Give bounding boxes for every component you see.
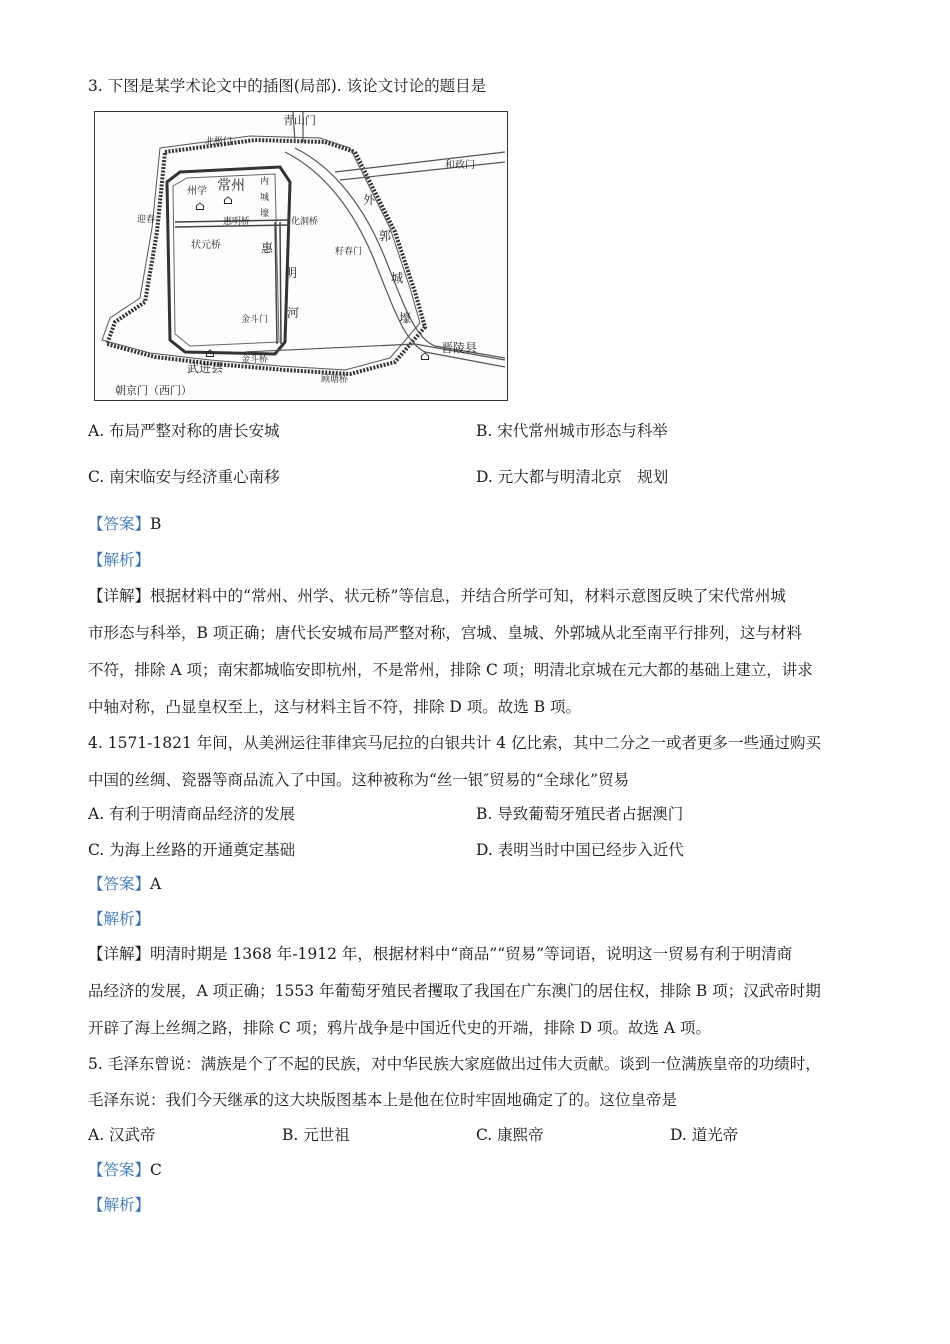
map-label-hao: 壕 — [260, 209, 270, 219]
detail-text: 根据材料中的“常州、州学、状元桥”等信息，并结合所学可知，材料示意图反映了宋代常州城 — [150, 587, 786, 605]
answer-tag: 【答案】 — [88, 515, 151, 533]
map-label-zhouxue: 州学 — [187, 186, 207, 197]
q3-option-c: C. 南宋临安与经济重心南移 — [88, 468, 280, 486]
map-label-changzhou: 常州 — [217, 178, 245, 194]
map-label-heping: 和政门 — [445, 160, 475, 171]
q4-stem-line-1: 中国的丝绸、瓷器等商品流入了中国。这种被称为“丝一银″贸易的“全球化”贸易 — [88, 771, 630, 789]
map-label-chaojing: 朝京门（西门） — [115, 384, 192, 397]
q5-option-a: A. 汉武帝 — [88, 1126, 156, 1144]
svg-text:⌂: ⌂ — [223, 193, 233, 208]
q4-detail-line-1: 品经济的发展，A 项正确；1553 年葡萄牙殖民者攫取了我国在广东澳门的居住权，排除 B 项；汉武帝时期 — [88, 982, 821, 1000]
map-label-wujin: 武进县 — [187, 361, 224, 375]
map-label-gutang: 顾塘桥 — [321, 375, 349, 385]
q4-option-a: A. 有利于明清商品经济的发展 — [88, 805, 296, 823]
map-label-huiming: 惠明桥 — [223, 217, 251, 227]
q3-detail-line-2: 不符，排除 A 项；南宋都城临安即杭州，不是常州，排除 C 项；明清北京城在元大都的基础上建立，讲求 — [88, 661, 813, 679]
q3-option-b: B. 宋代常州城市形态与科举 — [476, 422, 668, 440]
q4-detail-line-2: 开辟了海上丝绸之路，排除 C 项；鸦片战争是中国近代史的开端，排除 D 项。故选 A 项。 — [88, 1019, 712, 1037]
svg-text:⌂: ⌂ — [205, 346, 215, 361]
q4-detail-line-0 — [88, 944, 792, 964]
map-label-zhuangyuan: 状元桥 — [191, 240, 221, 251]
q3-answer — [88, 514, 161, 534]
q5-option-b: B. 元世祖 — [282, 1126, 350, 1144]
q3-option-d: D. 元大都与明清北京 规划 — [476, 468, 669, 486]
answer-tag: 【答案】 — [88, 875, 151, 893]
map-label-ming: 明 — [285, 266, 298, 280]
q5-stem-line-0: 5. 毛泽东曾说：满族是个了不起的民族，对中华民族大家庭做出过伟大贡献。谈到一位满族皇帝的功绩时， — [88, 1055, 821, 1073]
q3-option-a: A. 布局严整对称的唐长安城 — [88, 422, 280, 440]
q5-option-d: D. 道光帝 — [670, 1126, 739, 1144]
q5-stem-line-1: 毛泽东说：我们今天继承的这大块版图基本上是他在位时牢固地确定了的。这位皇帝是 — [88, 1091, 678, 1109]
map-label-yingchun: 迎春 — [137, 215, 156, 225]
answer-letter: A — [150, 875, 162, 893]
q5-option-c: C. 康熙帝 — [476, 1126, 544, 1144]
map-label-jinling: 晋陵县 — [441, 341, 478, 355]
map-label-cheng2: 城 — [391, 271, 404, 285]
q4-answer — [88, 874, 161, 894]
map-label-cheng: 城 — [260, 193, 270, 203]
q5-analysis-tag: 【解析】 — [88, 1196, 151, 1214]
answer-tag: 【答案】 — [88, 1161, 151, 1179]
detail-tag: 【详解】 — [88, 945, 151, 963]
map-label-hui: 惠 — [261, 241, 274, 255]
q4-option-d: D. 表明当时中国已经步入近代 — [476, 841, 684, 859]
map-label-nei: 内 — [260, 177, 270, 187]
map-label-guo: 郭 — [379, 229, 392, 243]
svg-text:⌂: ⌂ — [420, 349, 430, 364]
map-label-jindoumen: 金斗门 — [241, 315, 269, 325]
map-label-jindouqiao: 金斗桥 — [241, 355, 269, 365]
detail-text: 明清时期是 1368 年-1912 年，根据材料中“商品”“贸易”等词语，说明这一贸易有利于明清商 — [150, 945, 793, 963]
q3-analysis-tag: 【解析】 — [88, 551, 151, 569]
map-label-wai: 外 — [363, 193, 376, 207]
city-map-figure — [94, 111, 508, 401]
map-label-jingchun: 籽春门 — [335, 247, 363, 257]
answer-letter: B — [150, 515, 162, 533]
answer-letter: C — [150, 1161, 162, 1179]
q4-stem-line-0: 4. 1571-1821 年间，从美洲运往菲律宾马尼拉的白银共计 4 亿比索，其中二分之一或者更多一些通过购买 — [88, 734, 821, 752]
q4-option-b: B. 导致葡萄牙殖民者占据澳门 — [476, 805, 684, 823]
q4-analysis-tag: 【解析】 — [88, 910, 151, 928]
map-label-he: 河 — [287, 306, 300, 320]
q3-stem: 3. 下图是某学术论文中的插图(局部). 该论文讨论的题目是 — [88, 77, 487, 95]
q3-detail-line-1: 市形态与科举，B 项正确；唐代长安城布局严整对称，宫城、皇城、外郭城从北至南平行排列，这与材料 — [88, 624, 802, 642]
detail-tag: 【详解】 — [88, 587, 151, 605]
svg-text:⌂: ⌂ — [195, 199, 205, 214]
map-label-beiji: 北极门 — [205, 137, 233, 147]
q3-detail-line-3: 中轴对称，凸显皇权至上，这与材料主旨不符，排除 D 项。故选 B 项。 — [88, 698, 582, 716]
map-label-qingshan: 青山门 — [283, 114, 316, 127]
q4-option-c: C. 为海上丝路的开通奠定基础 — [88, 841, 296, 859]
q3-detail-line-0 — [88, 586, 786, 606]
map-label-hao2: 壕 — [399, 311, 412, 325]
q5-answer — [88, 1160, 162, 1180]
map-label-huadong: 化洞桥 — [291, 217, 319, 227]
